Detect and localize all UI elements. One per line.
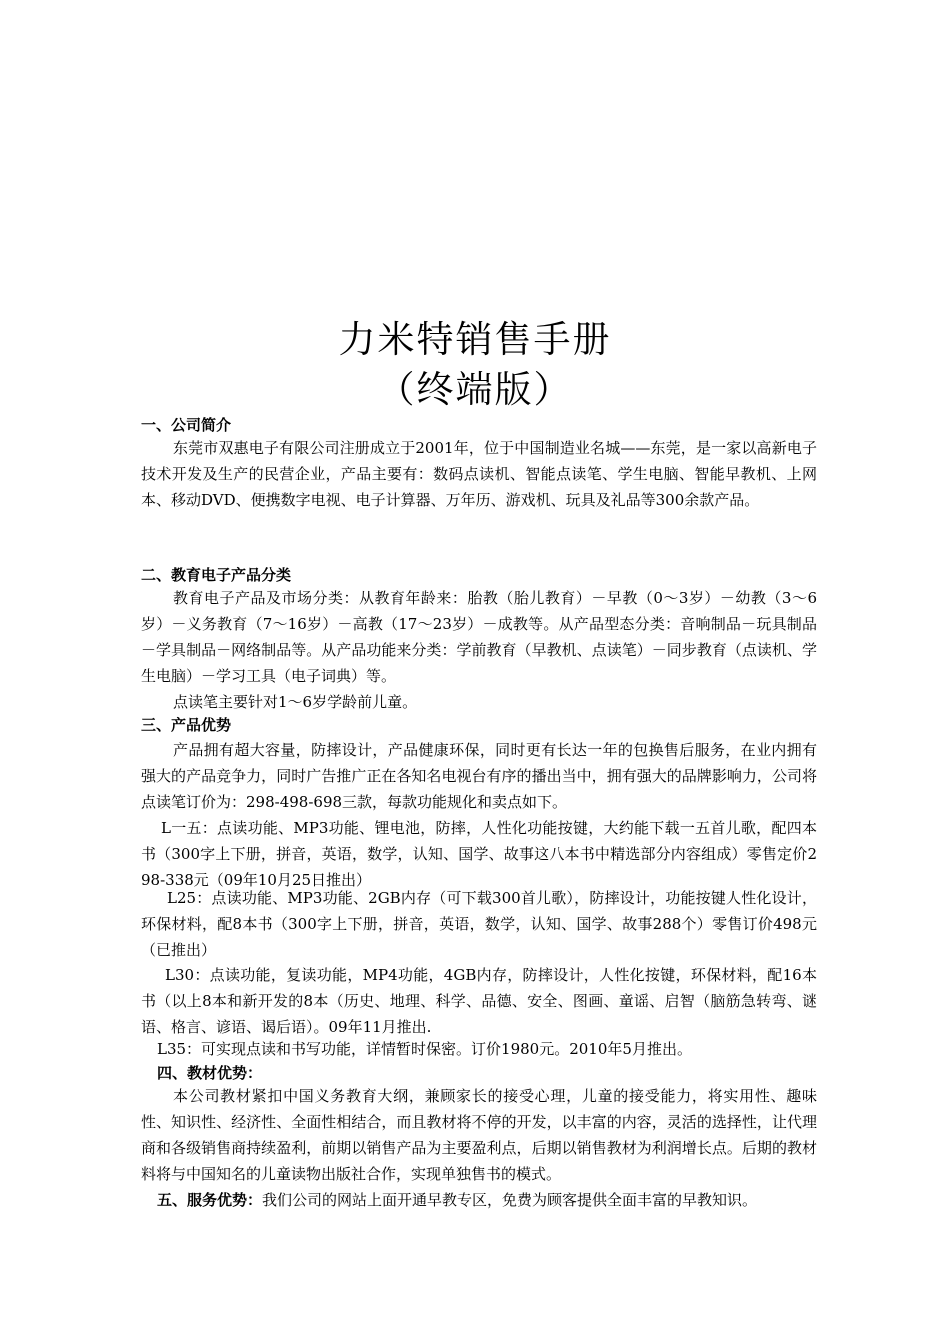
document-subtitle: （终端版） (377, 368, 573, 411)
section-service (141, 1187, 817, 1213)
product-l35-paragraph: L35：可实现点读和书写功能，详情暂时保密。订价1980元。2010年5月推出。 (157, 1040, 692, 1058)
section-heading-service: 五、服务优势： (157, 1191, 263, 1209)
section-heading-classification: 二、教育电子产品分类 (141, 566, 292, 584)
section-body-advantages: 产品拥有超大容量，防摔设计，产品健康环保，同时更有长达一年的包换售后服务，在业内拥有强大的产品竞争力，同时广告推广正在各知名电视台有序的播出当中，拥有强大的品牌影响力，公司将点读笔订价为：298-498-698三款，每款功能规化和卖点如下。 (141, 741, 817, 811)
product-l15-paragraph: L一五：点读功能、MP3功能、锂电池，防摔，人性化功能按键，大约能下载一五首儿歌，配四本书（300字上下册，拼音，英语，数学，认知、国学、故事这八本书中精选部分内容组成）零售定价298-338元（09年10月25日推出） (141, 819, 817, 889)
product-l30-paragraph: L30：点读功能，复读功能，MP4功能，4GB内存，防摔设计，人性化按键，环保材料，配16本书（以上8本和新开发的8本（历史、地理、科学、品德、安全、图画、童谣、启智（脑筋急转弯、谜语、格言、谚语、谒后语）。09年11月推出. (141, 966, 817, 1036)
section-body-service: 我们公司的网站上面开通早教专区，免费为顾客提供全面丰富的早教知识。 (262, 1191, 758, 1209)
section-body-target-age: 点读笔主要针对1～6岁学龄前儿童。 (173, 693, 418, 711)
product-l25-paragraph: L25：点读功能、MP3功能、2GB内存（可下载300首儿歌），防摔设计，功能按键人性化设计，环保材料，配8本书（300字上下册，拼音，英语，数学，认知、国学、故事288个）零售订价498元（已推出） (141, 889, 817, 959)
section-heading-materials: 四、教材优势： (157, 1064, 263, 1082)
section-heading-company: 一、公司简介 (141, 416, 232, 434)
section-body-materials: 本公司教材紧扣中国义务教育大纲，兼顾家长的接受心理，儿童的接受能力，将实用性、趣味性、知识性、经济性、全面性相结合，而且教材将不停的开发，以丰富的内容，灵活的选择性，让代理商和各级销售商持续盈利，前期以销售产品为主要盈利点，后期以销售教材为利润增长点。后期的教材料将与中国知名的儿童读物出版社合作，实现单独售书的模式。 (141, 1087, 817, 1183)
section-heading-advantages: 三、产品优势 (141, 716, 232, 734)
section-body-classification: 教育电子产品及市场分类：从教育年龄来：胎教（胎儿教育）－早教（0～3岁）－幼教（3～6岁）－义务教育（7～16岁）－高教（17～23岁）－成教等。从产品型态分类：音响制品－玩具制品－学具制品－网络制品等。从产品功能来分类：学前教育（早教机、点读笔）－同步教育（点读机、学生电脑）－学习工具（电子词典）等。 (141, 589, 817, 685)
section-body-company: 东莞市双惠电子有限公司注册成立于2001年，位于中国制造业名城——东莞，是一家以高新电子技术开发及生产的民营企业，产品主要有：数码点读机、智能点读笔、学生电脑、智能早教机、上网本、移动DVD、便携数字电视、电子计算器、万年历、游戏机、玩具及礼品等300余款产品。 (141, 439, 817, 509)
document-title: 力米特销售手册 (338, 318, 612, 361)
